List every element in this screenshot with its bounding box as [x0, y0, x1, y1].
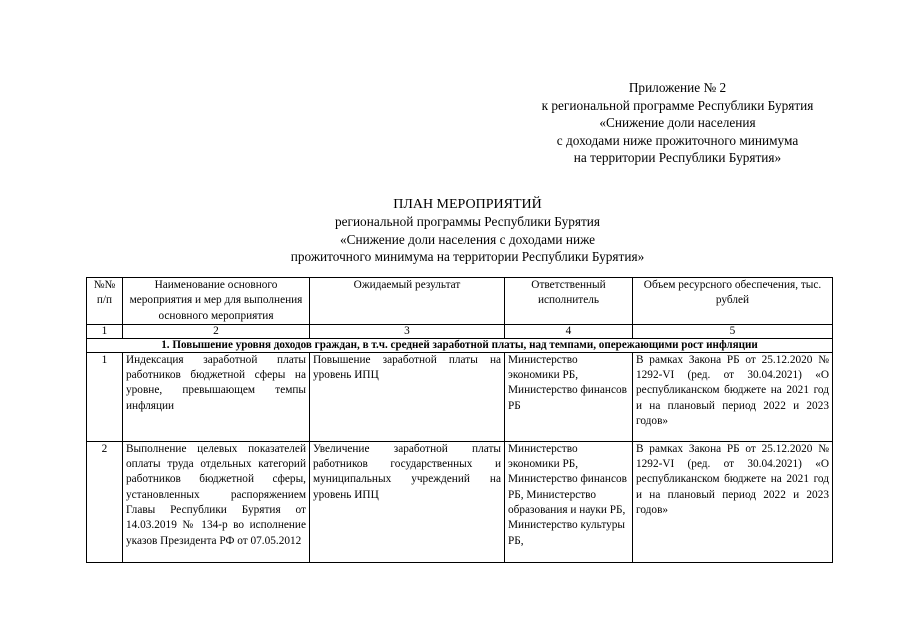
plan-title: ПЛАН МЕРОПРИЯТИЙ [393, 197, 542, 212]
measures-table [86, 277, 833, 563]
row-executor: Министерство экономики РБ, Министерство финансов РБ [505, 352, 633, 441]
row-result: Повышение заработной платы на уровень ИПЦ [310, 352, 505, 441]
header-measure: Наименование основного мероприятия и мер для выполнения основного мероприятия [123, 278, 310, 325]
column-number: 4 [505, 324, 633, 338]
plan-subtitle-line: региональной программы Республики Бурятия [334, 214, 601, 230]
header-executor: Ответственный исполнитель [505, 278, 633, 325]
header-result: Ожидаемый результат [310, 278, 505, 325]
appendix-line: к региональной программе Республики Бурятия [541, 97, 814, 113]
table-row [87, 352, 833, 441]
row-executor: Министерство экономики РБ, Министерство финансов РБ, Министерство образования и науки РБ, Министерство культуры РБ, [505, 441, 633, 562]
table-row [87, 441, 833, 562]
appendix-line: на территории Республики Бурятия» [573, 150, 782, 166]
plan-subtitle-line: «Снижение доли населения с доходами ниже [339, 231, 595, 247]
row-measure: Выполнение целевых показателей оплаты труда отдельных категорий работников бюджетной сферы, установленных распоряжением Главы Республики Бурятия от 14.03.2019 № 134-р во исполнение указов Президента РФ от 07.05.2012 [123, 441, 310, 562]
column-number: 1 [87, 324, 123, 338]
plan-subtitle-line: прожиточного минимума на территории Республики Бурятия» [290, 248, 645, 264]
row-number: 2 [87, 441, 123, 562]
appendix-line: «Снижение доли населения [599, 115, 756, 131]
column-number: 3 [310, 324, 505, 338]
appendix-block [520, 79, 835, 167]
appendix-line: с доходами ниже прожиточного минимума [556, 132, 799, 148]
column-number: 2 [123, 324, 310, 338]
header-resources: Объем ресурсного обеспечения, тыс. рублей [633, 278, 833, 325]
table-header-row [87, 278, 833, 325]
row-resources: В рамках Закона РБ от 25.12.2020 № 1292-VI (ред. от 30.04.2021) «О республиканском бюджете на 2021 год и на плановый период 2022 и 2023 годов» [633, 352, 833, 441]
appendix-line: Приложение № 2 [628, 80, 727, 95]
section-row [87, 338, 833, 352]
row-number: 1 [87, 352, 123, 441]
header-number: №№ п/п [87, 278, 123, 325]
plan-heading [200, 196, 735, 265]
row-result: Увеличение заработной платы работников государственных и муниципальных учреждений на уровень ИПЦ [310, 441, 505, 562]
section-title: 1. Повышение уровня доходов граждан, в т.ч. средней заработной платы, над темпами, опережающими рост инфляции [87, 338, 833, 352]
column-number: 5 [633, 324, 833, 338]
column-number-row [87, 324, 833, 338]
row-measure: Индексация заработной платы работников бюджетной сферы на уровне, превышающем темпы инфляции [123, 352, 310, 441]
row-resources: В рамках Закона РБ от 25.12.2020 № 1292-VI (ред. от 30.04.2021) «О республиканском бюджете на 2021 год и на плановый период 2022 и 2023 годов» [633, 441, 833, 562]
